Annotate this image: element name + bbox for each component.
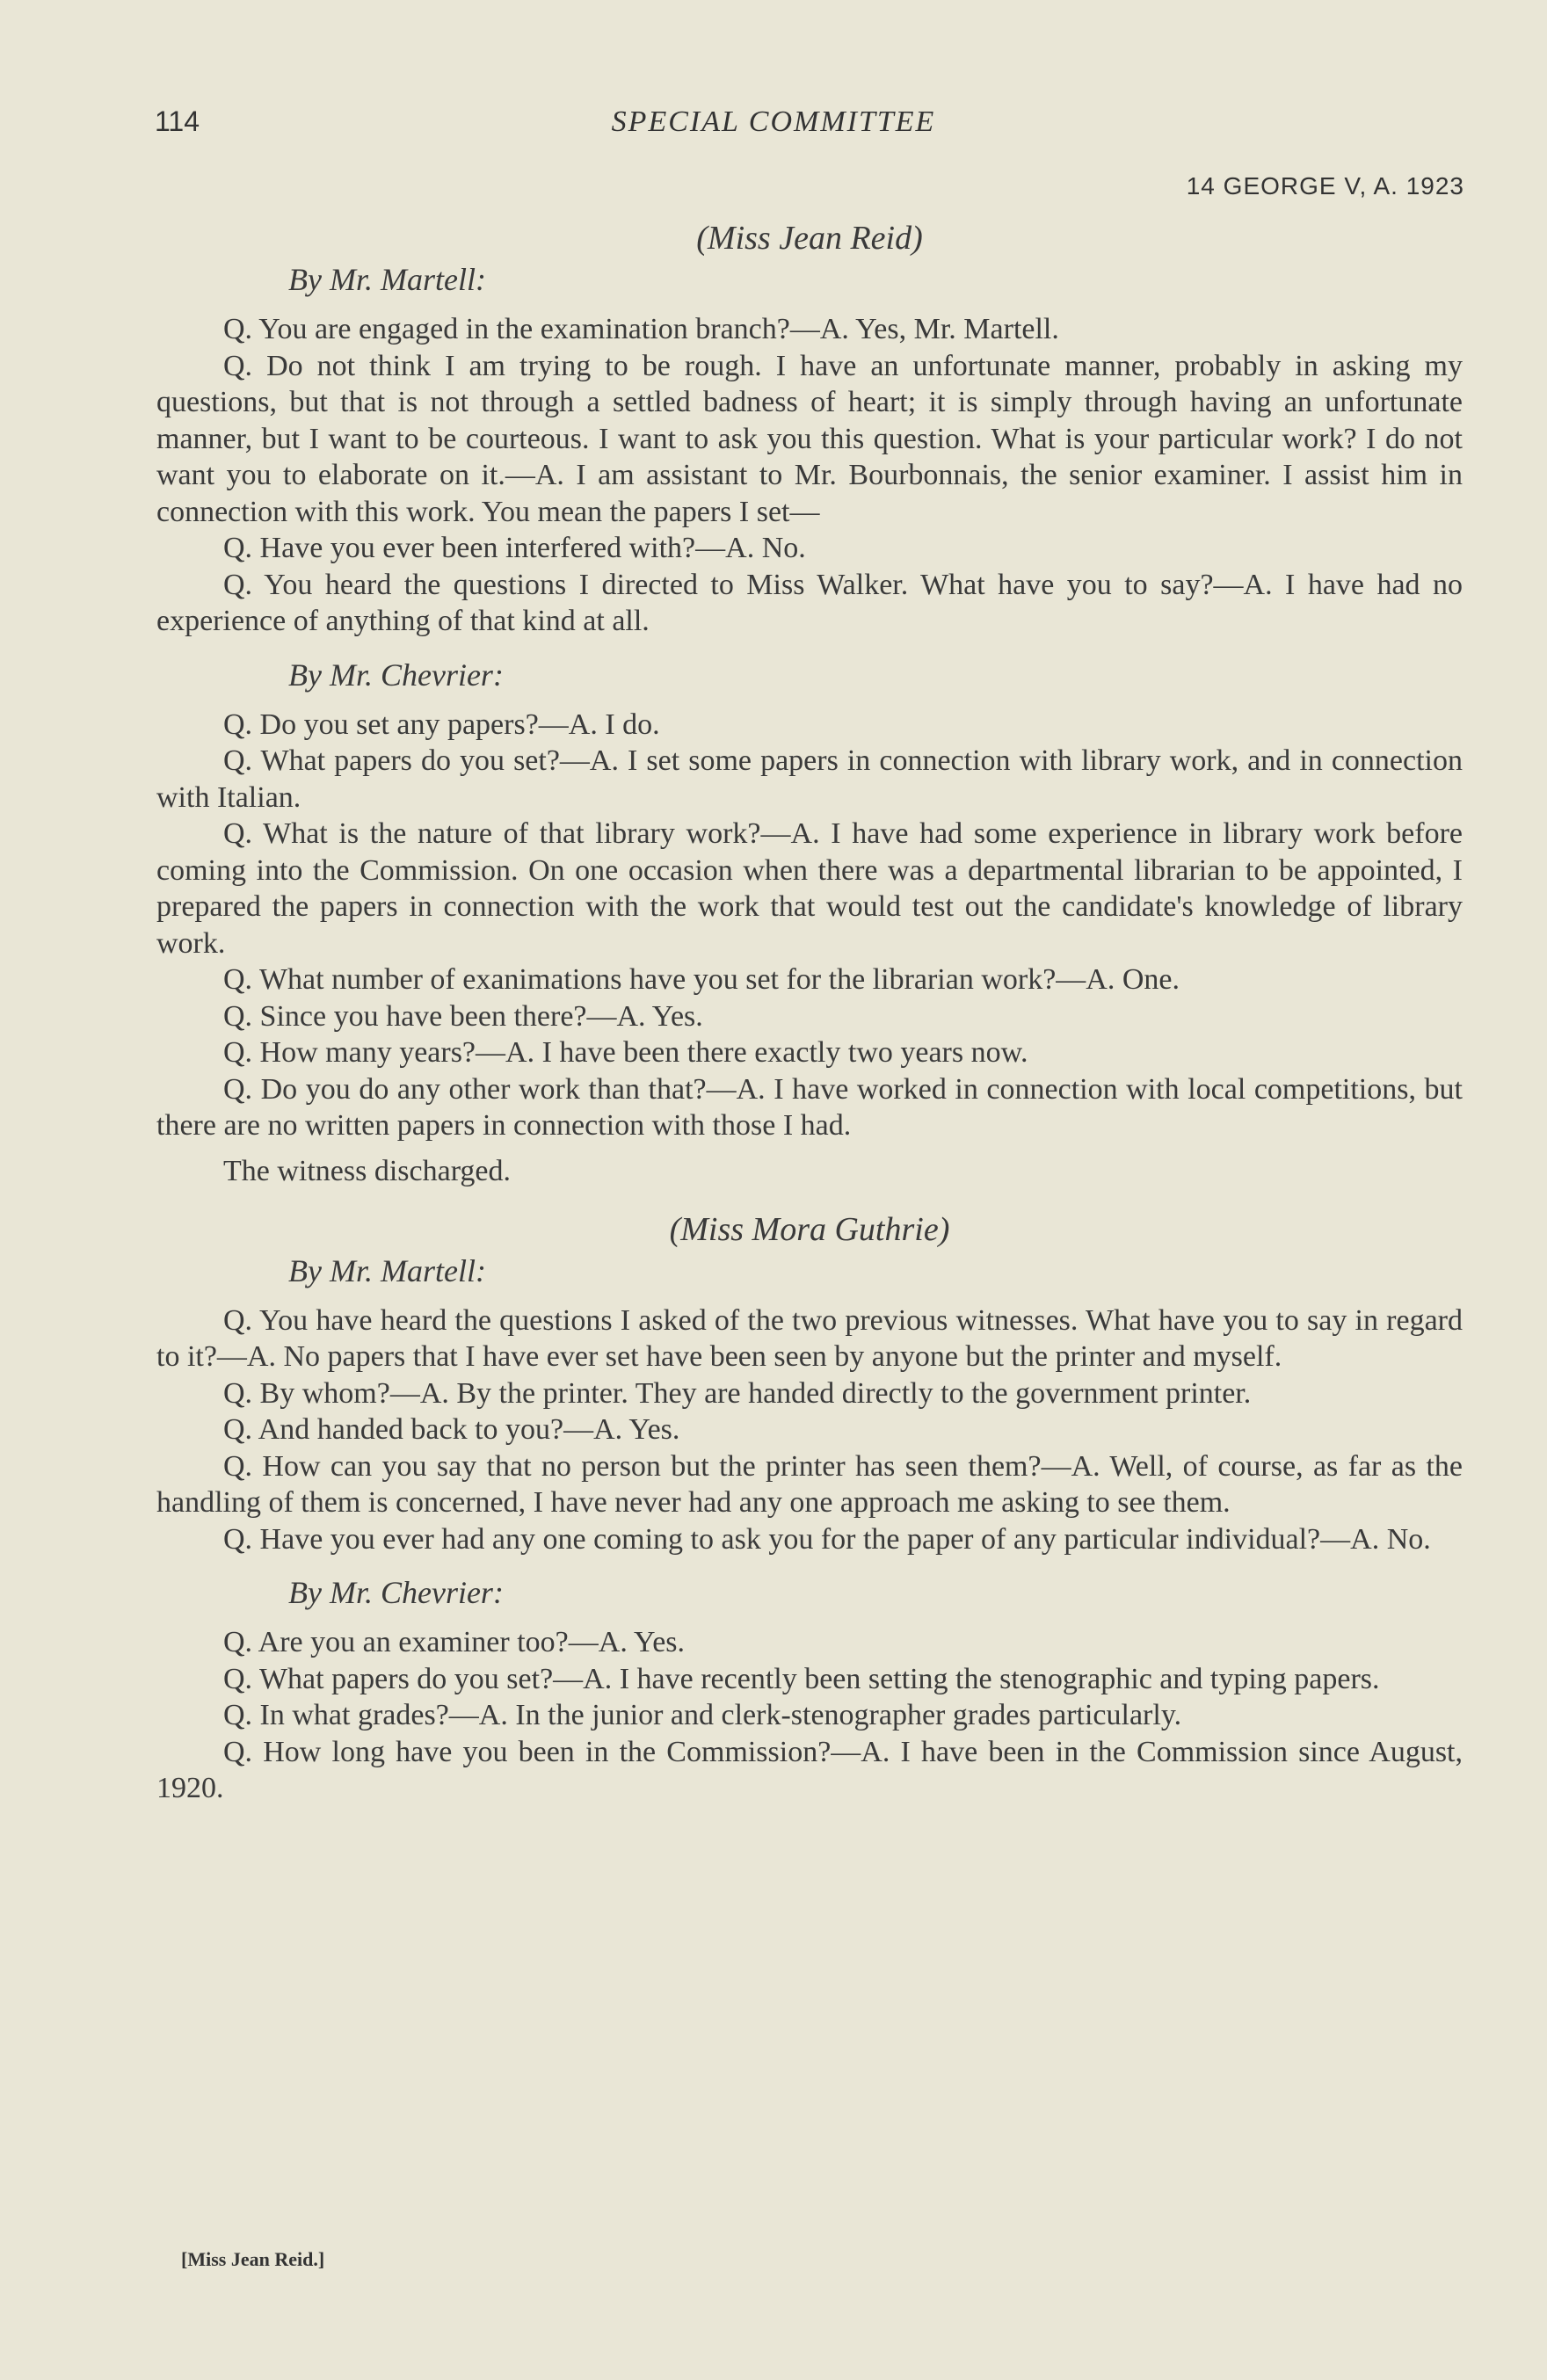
- discharge-note: The witness discharged.: [223, 1154, 512, 1187]
- footer-note: [Miss Jean Reid.]: [181, 2248, 325, 2270]
- qa-paragraph: Q. And handed back to you?—A. Yes.: [223, 1413, 680, 1446]
- page-number: 114: [155, 105, 200, 137]
- qa-paragraph: Q. What papers do you set?—A. I have recently been setting the stenographic and typing papers.: [223, 1662, 1380, 1695]
- qa-paragraph: Q. Do not think I am trying to be rough. I have an unfortunate manner, probably in asking my questions, but that is not through a settled badness of heart; it is simply through having an unfortunate manner, but I want to be courteous. I want to ask you this question. What is your particular work? I do not want you to elaborate on it.—A. I am assistant to Mr. Bourbonnais, the senior examiner. I assist him in connection with this work. You mean the papers I set—: [156, 349, 1463, 528]
- qa-paragraph: Q. How many years?—A. I have been there exactly two years now.: [223, 1036, 1028, 1069]
- qa-paragraph: Q. What is the nature of that library work?—A. I have had some experience in library work before coming into the Commission. On one occasion when there was a departmental librarian to be appointed, I prepared the papers in connection with the work that would test out the candidate's knowledge of library work.: [156, 817, 1463, 960]
- examiner-heading: By Mr. Martell:: [288, 1252, 486, 1288]
- witness-heading: (Miss Jean Reid): [696, 220, 923, 257]
- qa-paragraph: Q. How can you say that no person but the printer has seen them?—A. Well, of course, as far as the handling of them is concerned, I have never had any one approach me asking to see them.: [156, 1449, 1463, 1519]
- qa-paragraph: Q. You heard the questions I directed to Miss Walker. What have you to say?—A. I have had no experience of anything of that kind at all.: [156, 568, 1463, 637]
- qa-paragraph: Q. What papers do you set?—A. I set some papers in connection with library work, and in connection with Italian.: [156, 744, 1463, 814]
- qa-paragraph: Q. By whom?—A. By the printer. They are handed directly to the government printer.: [223, 1376, 1252, 1410]
- witness-heading: (Miss Mora Guthrie): [669, 1210, 950, 1248]
- examiner-heading: By Mr. Chevrier:: [288, 1575, 504, 1610]
- document-body: [156, 211, 1463, 1807]
- qa-paragraph: Q. You have heard the questions I asked of the two previous witnesses. What have you to say in regard to it?—A. No papers that I have ever set have been seen by anyone but the printer and myself.: [156, 1303, 1463, 1373]
- running-title: SPECIAL COMMITTEE: [611, 105, 936, 138]
- qa-paragraph: Q. How long have you been in the Commission?—A. I have been in the Commission since August, 1920.: [156, 1735, 1463, 1804]
- session-label: 14 GEORGE V, A. 1923: [1186, 172, 1464, 200]
- examiner-heading: By Mr. Martell:: [288, 262, 486, 297]
- qa-paragraph: Q. You are engaged in the examination branch?—A. Yes, Mr. Martell.: [223, 313, 1059, 345]
- qa-paragraph: Q. Do you set any papers?—A. I do.: [223, 707, 660, 741]
- qa-paragraph: Q. Since you have been there?—A. Yes.: [223, 999, 703, 1033]
- examiner-heading: By Mr. Chevrier:: [288, 657, 504, 693]
- qa-paragraph: Q. Have you ever had any one coming to ask you for the paper of any particular individual?—A. No.: [223, 1522, 1431, 1556]
- qa-paragraph: Q. Do you do any other work than that?—A. I have worked in connection with local competitions, but there are no written papers in connection with those I had.: [156, 1072, 1463, 1142]
- qa-paragraph: Q. Are you an examiner too?—A. Yes.: [223, 1626, 686, 1658]
- qa-paragraph: Q. In what grades?—A. In the junior and clerk-stenographer grades particularly.: [223, 1699, 1182, 1731]
- qa-paragraph: Q. Have you ever been interfered with?—A. No.: [223, 532, 806, 564]
- qa-paragraph: Q. What number of exanimations have you set for the librarian work?—A. One.: [223, 963, 1180, 996]
